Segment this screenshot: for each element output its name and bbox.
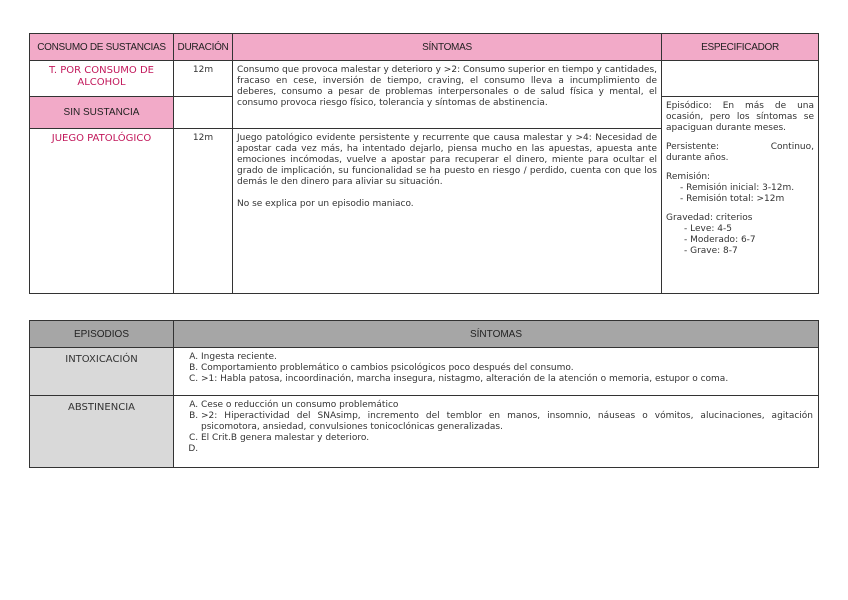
specifier-severity-list: [666, 224, 814, 257]
list-item: - Remisión inicial: 3-12m.: [680, 183, 814, 194]
row-alcohol-symptoms: Consumo que provoca malestar y deterioro y >2: Consumo superior en tiempo y cantidades, fracaso en cese, inversión de tiempo, craving, el consumo lleva a incumplimiento de deberes, consumo a pesar de problemas interpersonales o de salud física y mental, el consumo provoca riesgo físico, tolerancia y síntomas de abstinencia.: [233, 61, 662, 129]
specifier-persistent-label: Persistente:: [666, 142, 720, 152]
header-consumo: CONSUMO DE SUSTANCIAS: [30, 34, 174, 61]
episodes-table: [29, 320, 819, 468]
substance-disorders-table: [29, 33, 819, 294]
list-item: B. >2: Hiperactividad del SNAsimp, incremento del temblor en manos, insomnio, náuseas o vómitos, alucinaciones, agitación psicomotora, ansiedad, convulsiones tonicoclónicas generalizadas.: [201, 411, 813, 433]
header-especificador: ESPECIFICADOR: [662, 34, 819, 61]
specifier-remission-title: Remisión:: [666, 172, 711, 182]
list-item: - Moderado: 6-7: [684, 235, 814, 246]
specifier-cell: [662, 97, 819, 294]
list-item: - Grave: 8-7: [684, 246, 814, 257]
header-sintomas-episodios: SÍNTOMAS: [174, 321, 819, 348]
header-duracion: DURACIÓN: [174, 34, 233, 61]
row-intoxicacion-name: INTOXICACIÓN: [30, 348, 174, 396]
row-abstinencia-symptoms: [174, 396, 819, 468]
specifier-persistent: [666, 142, 814, 153]
row-juego-duration: 12m: [174, 129, 233, 294]
row-juego-name: JUEGO PATOLÓGICO: [30, 129, 174, 294]
row-abstinencia-name: ABSTINENCIA: [30, 396, 174, 468]
list-item: - Leve: 4-5: [684, 224, 814, 235]
specifier-persistent-tail: durante años.: [666, 153, 729, 163]
row-juego-symptoms: Juego patológico evidente persistente y recurrente que causa malestar y >4: Necesidad de apostar cada vez más, ha intentado dejarlo, piensa mucho en las apuestas, apuesta ante emociones incómodas, vuelve a apostar para recuperar el dinero, miente para ocultar el grado de implicación, su funcionalidad se ha puesto en riesgo / perdido, cuenta con que los demás le den dinero para aliviar su situación.: [237, 133, 657, 187]
specifier-severity-title: Gravedad: criterios: [666, 213, 753, 223]
row-alcohol-name: T. POR CONSUMO DE ALCOHOL: [30, 61, 174, 97]
list-item: B. Comportamiento problemático o cambios psicológicos poco después del consumo.: [201, 363, 813, 374]
row-intoxicacion-symptoms: [174, 348, 819, 396]
header-episodios: EPISODIOS: [30, 321, 174, 348]
header-sintomas: SÍNTOMAS: [233, 34, 662, 61]
row-alcohol-duration: 12m: [174, 61, 233, 97]
list-item: [201, 444, 813, 455]
specifier-remission-list: [666, 183, 814, 205]
list-item: C. >1: Habla patosa, incoordinación, marcha insegura, nistagmo, alteración de la atención o memoria, estupor o coma.: [201, 374, 813, 385]
section-sin-sustancia-duration: [174, 97, 233, 129]
list-item: - Remisión total: >12m: [680, 194, 814, 205]
row-juego-note: No se explica por un episodio maniaco.: [237, 199, 414, 209]
list-item: A. Cese o reducción un consumo problemático: [201, 400, 813, 411]
specifier-episodic: Episódico: En más de una ocasión, pero los síntomas se apaciguan durante meses.: [666, 101, 814, 133]
list-item: A. Ingesta reciente.: [201, 352, 813, 363]
row-juego-symptoms-cell: [233, 129, 662, 294]
section-sin-sustancia: SIN SUSTANCIA: [30, 97, 174, 129]
row-alcohol-specifier: [662, 61, 819, 97]
list-item: C. El Crit.B genera malestar y deterioro.: [201, 433, 813, 444]
specifier-persistent-value: Continuo,: [770, 142, 814, 152]
